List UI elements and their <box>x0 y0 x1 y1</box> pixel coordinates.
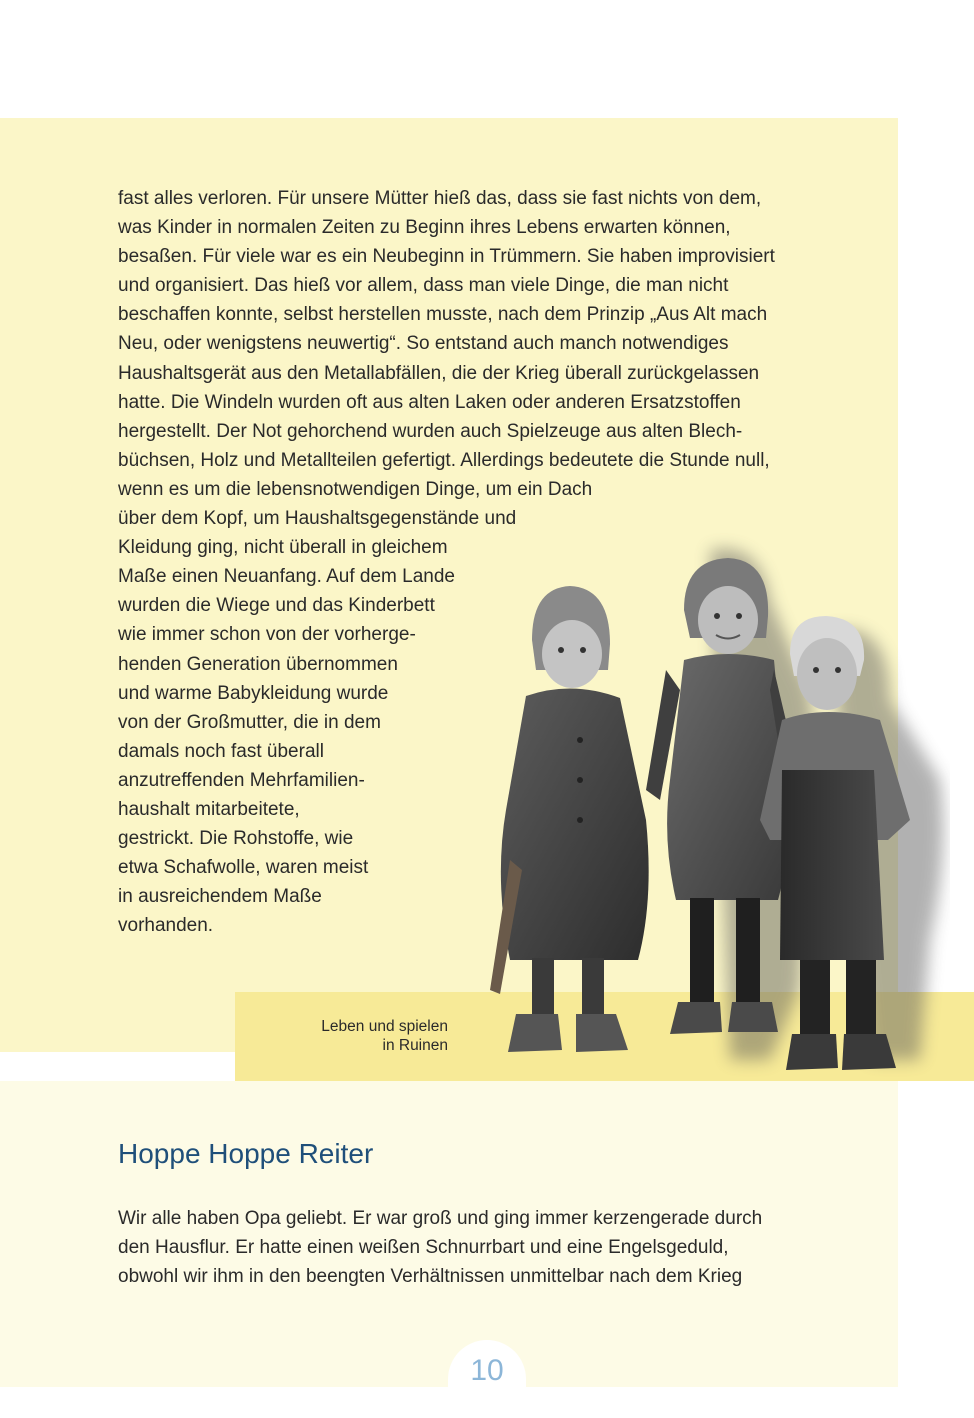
text-line: hergestellt. Der Not gehorchend wurden auch Spielzeuge aus alten Blech- <box>118 420 743 442</box>
text-line: Kleidung ging, nicht überall in gleichem <box>118 537 448 559</box>
text-line: und warme Babykleidung wurde <box>118 682 389 704</box>
text-line: wurden die Wiege und das Kinderbett <box>118 595 435 617</box>
text-line: beschaffen konnte, selbst herstellen musste, nach dem Prinzip „Aus Alt mach <box>118 304 768 326</box>
text-line: anzutreffenden Mehrfamilien- <box>118 769 365 791</box>
text-line: obwohl wir ihm in den beengten Verhältnissen unmittelbar nach dem Krieg <box>118 1266 743 1288</box>
section-heading: Hoppe Hoppe Reiter <box>118 1138 374 1169</box>
text-line: haushalt mitarbeitete, <box>118 798 300 820</box>
photo-caption <box>280 1017 448 1055</box>
text-line: wenn es um die lebensnotwendigen Dinge, um ein Dach <box>118 478 593 500</box>
text-line: und organisiert. Das hieß vor allem, dass man viele Dinge, die man nicht <box>118 275 729 297</box>
text-line: gestrickt. Die Rohstoffe, wie <box>118 828 354 850</box>
text-line: in ausreichendem Maße <box>118 886 322 908</box>
children-photo <box>470 520 950 1082</box>
text-line: Maße einen Neuanfang. Auf dem Lande <box>118 566 455 588</box>
section-text <box>118 1204 878 1291</box>
text-line: den Hausflur. Er hatte einen weißen Schnurrbart und eine Engelsgeduld, <box>118 1237 729 1259</box>
text-line: vorhanden. <box>118 915 214 937</box>
text-line: hatte. Die Windeln wurden oft aus alten Laken oder anderen Ersatzstoffen <box>118 391 741 413</box>
text-line: über dem Kopf, um Haushaltsgegenstände und <box>118 508 517 530</box>
text-line: wie immer schon von der vorherge- <box>118 624 416 646</box>
text-line: was Kinder in normalen Zeiten zu Beginn ihres Lebens erwarten können, <box>118 217 731 239</box>
text-line: etwa Schafwolle, waren meist <box>118 857 369 879</box>
left-boy-figure <box>490 586 649 1052</box>
text-line: Haushaltsgerät aus den Metallabfällen, die der Krieg überall zurückgelassen <box>118 362 760 384</box>
caption-line: in Ruinen <box>382 1037 448 1054</box>
caption-line: Leben und spielen <box>321 1018 448 1035</box>
text-line: von der Großmutter, die in dem <box>118 711 381 733</box>
page-number: 10 <box>470 1354 504 1387</box>
text-line: damals noch fast überall <box>118 740 324 762</box>
text-line: fast alles verloren. Für unsere Mütter hieß das, dass sie fast nichts von dem, <box>118 188 762 209</box>
text-line: besaßen. Für viele war es ein Neubeginn in Trümmern. Sie haben improvisiert <box>118 246 775 268</box>
text-line: büchsen, Holz und Metallteilen gefertigt. Allerdings bedeutete die Stunde null, <box>118 449 770 471</box>
text-line: Wir alle haben Opa geliebt. Er war groß und ging immer kerzengerade durch <box>118 1208 763 1229</box>
text-line: henden Generation übernommen <box>118 653 398 675</box>
text-line: Neu, oder wenigstens neuwertig“. So entstand auch manch notwendiges <box>118 333 729 355</box>
